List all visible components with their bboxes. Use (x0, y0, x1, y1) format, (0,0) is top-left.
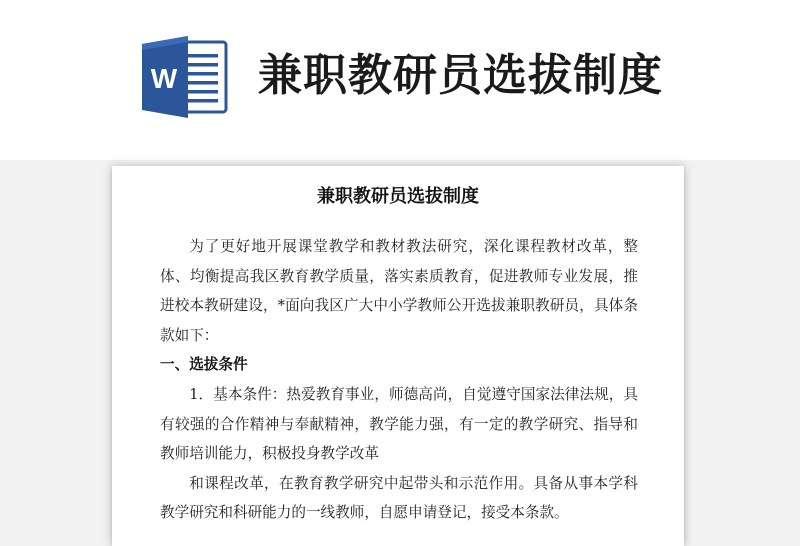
word-letter: W (150, 63, 178, 94)
intro-paragraph: 为了更好地开展课堂教学和教材教法研究，深化课程教材改革，整体、均衡提高我区教育教学质量，落实素质教育，促进教师专业发展，推进校本教研建设，*面向我区广大中小学教师公开选拔兼职教研员，具体条款如下： (160, 238, 638, 344)
reform-paragraph: 和课程改革，在教育教学研究中起带头和示范作用。具备从事本学科教学研究和科研能力的一线教师，自愿申请登记，接受本条款。 (160, 474, 638, 522)
document-title: 兼职教研员选拔制度 (317, 186, 479, 207)
document-page (112, 166, 684, 546)
basic-conditions-paragraph: 1．基本条件：热爱教育事业，师德高尚，自觉遵守国家法律法规，具有较强的合作精神与奉献精神，教学能力强，有一定的教学研究、指导和教师培训能力，积极投身教学改革 (160, 385, 638, 463)
banner-title: 兼职教研员选拔制度 (258, 50, 663, 101)
document-body (160, 232, 638, 528)
word-icon (140, 34, 232, 120)
section-heading: 一、选拔条件 (160, 356, 248, 374)
